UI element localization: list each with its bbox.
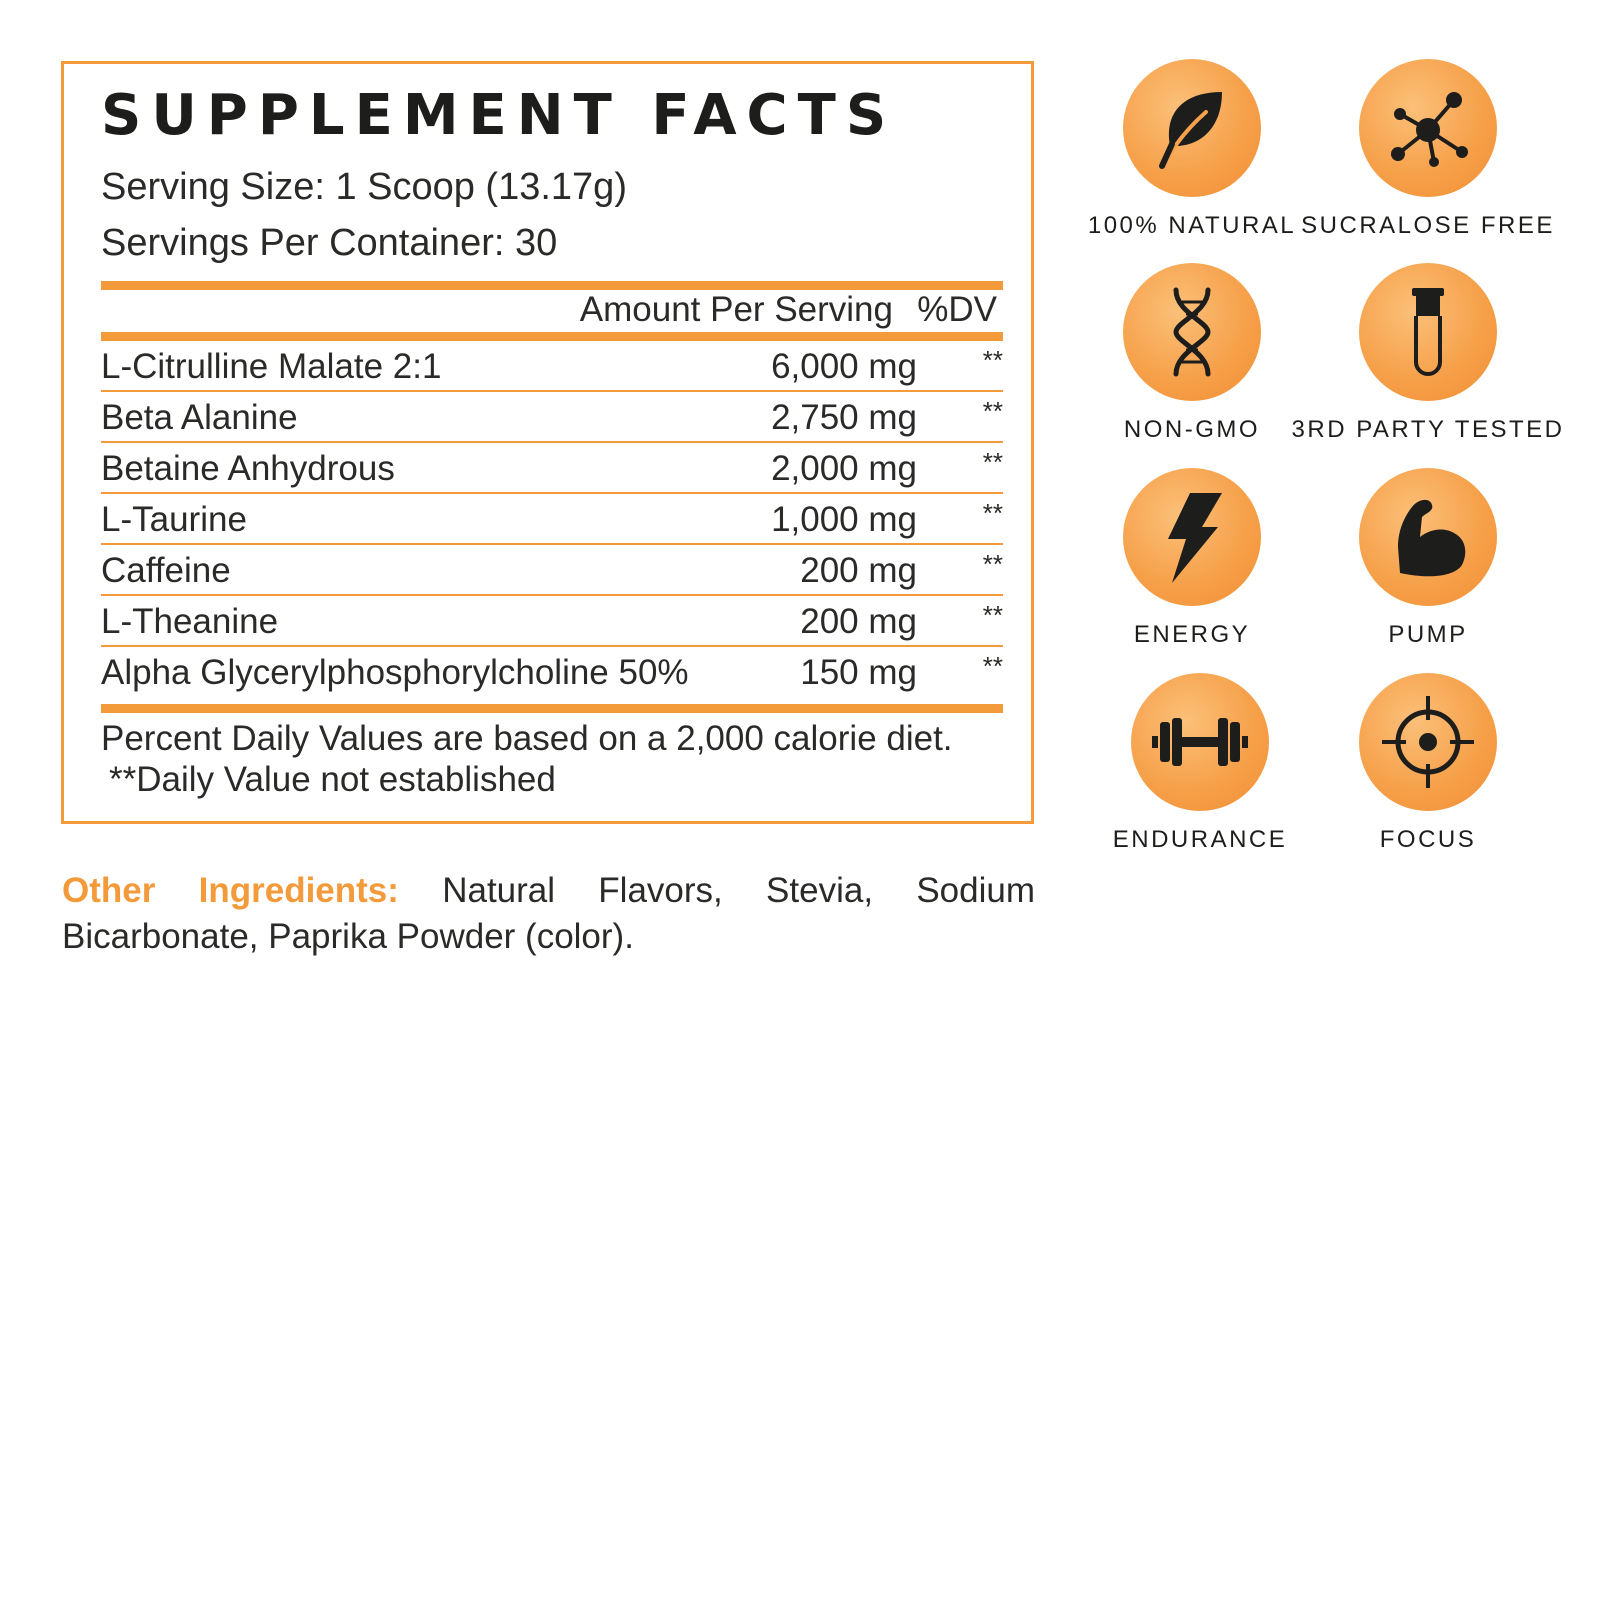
badge-circle — [1359, 59, 1497, 197]
flexed-arm-icon — [1378, 487, 1478, 587]
divider-rule — [101, 332, 1003, 341]
serving-size: Serving Size: 1 Scoop (13.17g) — [101, 166, 627, 208]
other-ingredients-label: Other Ingredients: — [62, 871, 399, 910]
ingredient-dv: ** — [982, 498, 1003, 528]
ingredient-row — [101, 392, 1003, 443]
dna-icon — [1142, 282, 1242, 382]
ingredient-dv: ** — [982, 600, 1003, 630]
ingredient-name: L-Theanine — [101, 602, 279, 641]
ingredient-dv: ** — [982, 345, 1003, 375]
badge-label: PUMP — [1388, 621, 1468, 648]
badge-circle — [1123, 263, 1261, 401]
dumbbell-icon — [1150, 692, 1250, 792]
ingredient-dv: ** — [982, 651, 1003, 681]
badge-circle — [1359, 263, 1497, 401]
badge-energy — [1072, 468, 1312, 678]
leaf-icon — [1142, 78, 1242, 178]
badge-circle — [1359, 673, 1497, 811]
ingredient-name: Alpha Glycerylphosphorylcholine 50% — [101, 653, 689, 692]
badge-label: ENDURANCE — [1112, 826, 1288, 853]
daily-value-not-established-note: **Daily Value not established — [109, 760, 556, 799]
other-ingredients — [62, 868, 1035, 960]
lightning-bolt-icon — [1142, 487, 1242, 587]
badge-circle — [1123, 59, 1261, 197]
ingredient-row — [101, 596, 1003, 647]
badge-circle — [1131, 673, 1269, 811]
ingredient-amount: 2,000 mg — [771, 449, 917, 488]
badge-label: NON-GMO — [1123, 416, 1261, 443]
ingredient-amount: 200 mg — [800, 602, 917, 641]
test-tube-icon — [1378, 282, 1478, 382]
badge-endurance — [1080, 673, 1320, 883]
ingredient-name: L-Taurine — [101, 500, 247, 539]
column-header-amount: Amount Per Serving — [579, 290, 893, 329]
badge-pump — [1308, 468, 1548, 678]
badge-label: FOCUS — [1379, 826, 1477, 853]
ingredient-amount: 1,000 mg — [771, 500, 917, 539]
badge-focus — [1308, 673, 1548, 883]
ingredient-name: Betaine Anhydrous — [101, 449, 395, 488]
ingredient-name: Caffeine — [101, 551, 231, 590]
badge-circle — [1123, 468, 1261, 606]
ingredient-row — [101, 341, 1003, 392]
ingredient-row — [101, 494, 1003, 545]
ingredient-name: L-Citrulline Malate 2:1 — [101, 347, 442, 386]
badge-100-natural — [1072, 59, 1312, 269]
molecule-icon — [1378, 78, 1478, 178]
daily-values-note: Percent Daily Values are based on a 2,000 calorie diet. — [101, 719, 953, 758]
badge-3rd-party-tested — [1291, 263, 1565, 473]
ingredient-dv: ** — [982, 447, 1003, 477]
servings-per-container: Servings Per Container: 30 — [101, 222, 558, 264]
ingredient-dv: ** — [982, 396, 1003, 426]
ingredient-row — [101, 443, 1003, 494]
ingredient-amount: 150 mg — [800, 653, 917, 692]
divider-rule — [101, 704, 1003, 713]
ingredient-dv: ** — [982, 549, 1003, 579]
badge-label: SUCRALOSE FREE — [1301, 212, 1555, 239]
badge-non-gmo — [1072, 263, 1312, 473]
ingredient-amount: 6,000 mg — [771, 347, 917, 386]
ingredient-row — [101, 545, 1003, 596]
badge-circle — [1359, 468, 1497, 606]
crosshair-icon — [1378, 692, 1478, 792]
badge-label: 3RD PARTY TESTED — [1291, 416, 1565, 443]
supplement-facts-panel — [61, 61, 1034, 824]
ingredient-name: Beta Alanine — [101, 398, 298, 437]
other-ingredients-text: Natural Flavors, Stevia, Sodium Bicarbonate, Paprika Powder (color). — [62, 871, 1035, 956]
badge-label: 100% NATURAL — [1087, 212, 1297, 239]
badge-label: ENERGY — [1133, 621, 1251, 648]
badge-sucralose-free — [1301, 59, 1555, 269]
ingredient-row — [101, 647, 1003, 698]
divider-rule — [101, 281, 1003, 290]
facts-title: SUPPLEMENT FACTS — [101, 83, 897, 148]
column-header-dv: %DV — [917, 290, 997, 329]
ingredient-amount: 2,750 mg — [771, 398, 917, 437]
ingredient-amount: 200 mg — [800, 551, 917, 590]
